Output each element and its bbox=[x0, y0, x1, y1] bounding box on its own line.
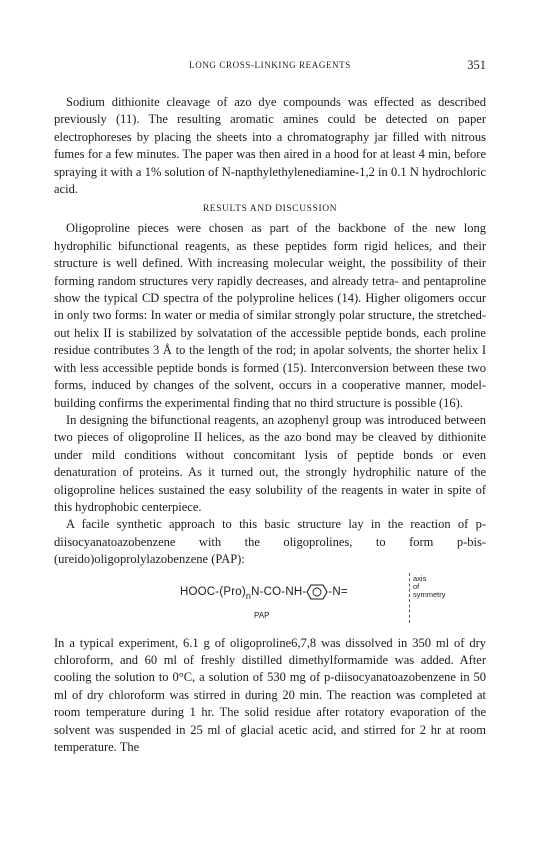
paragraph-oligoproline: Oligoproline pieces were chosen as part of the backbone of the new long hydrophilic bifunctional reagents, as these peptides form rigid helices, and their structure is well defined. With increasing molecular weight, the possibility of their forming random structures very rapidly decreases, and already tetra- and pentaproline show the typical CD spectra of the polyproline helices (14). Higher oligomers occur in only two forms: In water or media of similar strongly polar structure, the stretched-out helix II is stabilized by solvatation of the accessible peptide bonds, each proline residue contributes 3 Å to the length of the rod; in apolar solvents, the shorter helix I with less accessible peptide bonds is formed (15). Interconversion between these two forms, induced by changes of the solvent, occurs in a cooperative manner, model-building confirms the experimental finding that no third structure is possible (16). bbox=[54, 221, 486, 410]
benzene-ring-icon bbox=[306, 584, 328, 600]
symmetry-axis-label bbox=[413, 575, 473, 599]
section-heading: RESULTS AND DISCUSSION bbox=[202, 204, 338, 215]
axis-label-line-3: symmetry bbox=[413, 589, 446, 599]
running-title: LONG CROSS-LINKING REAGENTS bbox=[189, 60, 351, 70]
chemical-structure bbox=[54, 571, 486, 629]
body-text bbox=[54, 94, 486, 756]
axis-label-line-2: of bbox=[413, 581, 420, 591]
formula-mid: N-CO-NH- bbox=[251, 585, 307, 598]
paragraph-synthesis: A facile synthetic approach to this basic structure lay in the reaction of p-diisocyanatoazobenzene with the oligoprolines, to form p-bis-(ureido)oligoprolylazobenzene (PAP): bbox=[54, 517, 486, 567]
formula-subscript: n bbox=[245, 590, 252, 601]
formula-start: HOOC-(Pro) bbox=[180, 585, 246, 598]
page-number: 351 bbox=[467, 58, 486, 72]
paragraph-design: In designing the bifunctional reagents, an azophenyl group was introduced between two pieces of oligoproline II helices, as the azo bond may be cleaved by dithionite under mild conditions without concomitant lysis of peptide bonds or even denaturation of proteins. As it turned out, the strongly hydrophilic nature of the oligoproline helices sustained the easy solubility of the reagents in water in spite of this hydrophobic centerpiece. bbox=[54, 412, 486, 514]
structure-abbreviation: PAP bbox=[254, 610, 270, 620]
axis-label-line-1: axis bbox=[413, 573, 427, 583]
formula-end: -N= bbox=[328, 585, 348, 598]
page-header bbox=[54, 60, 486, 76]
structure-formula bbox=[180, 584, 348, 601]
symmetry-axis-line bbox=[409, 573, 410, 623]
paragraph-methods: Sodium dithionite cleavage of azo dye compounds was effected as described previously (11). The resulting aromatic amines could be detected on paper electrophoreses by placing the sheets into a chromatography jar filled with nitrous fumes for a few minutes. The paper was then aired in a hood for at least 4 min, before spraying it with a 1% solution of N-napthylethylenediamine-1,2 in 0.1 N hydrochloric acid. bbox=[54, 95, 486, 197]
paragraph-experiment: In a typical experiment, 6.1 g of oligoproline6,7,8 was dissolved in 350 ml of dry chloroform, and 60 ml of freshly distilled dimethylformamide was added. After cooling the solution to 0°C, a solution of 530 mg of p-diisocyanatoazobenzene in 50 ml of dry chloroform was stirred in during 20 min. The reaction was completed at room temperature during 1 hr. The solid residue after rotatory evaporation of the solvent was suspended in 25 ml of glacial acetic acid, and stirred for 2 hr at room temperature. The bbox=[54, 635, 486, 754]
